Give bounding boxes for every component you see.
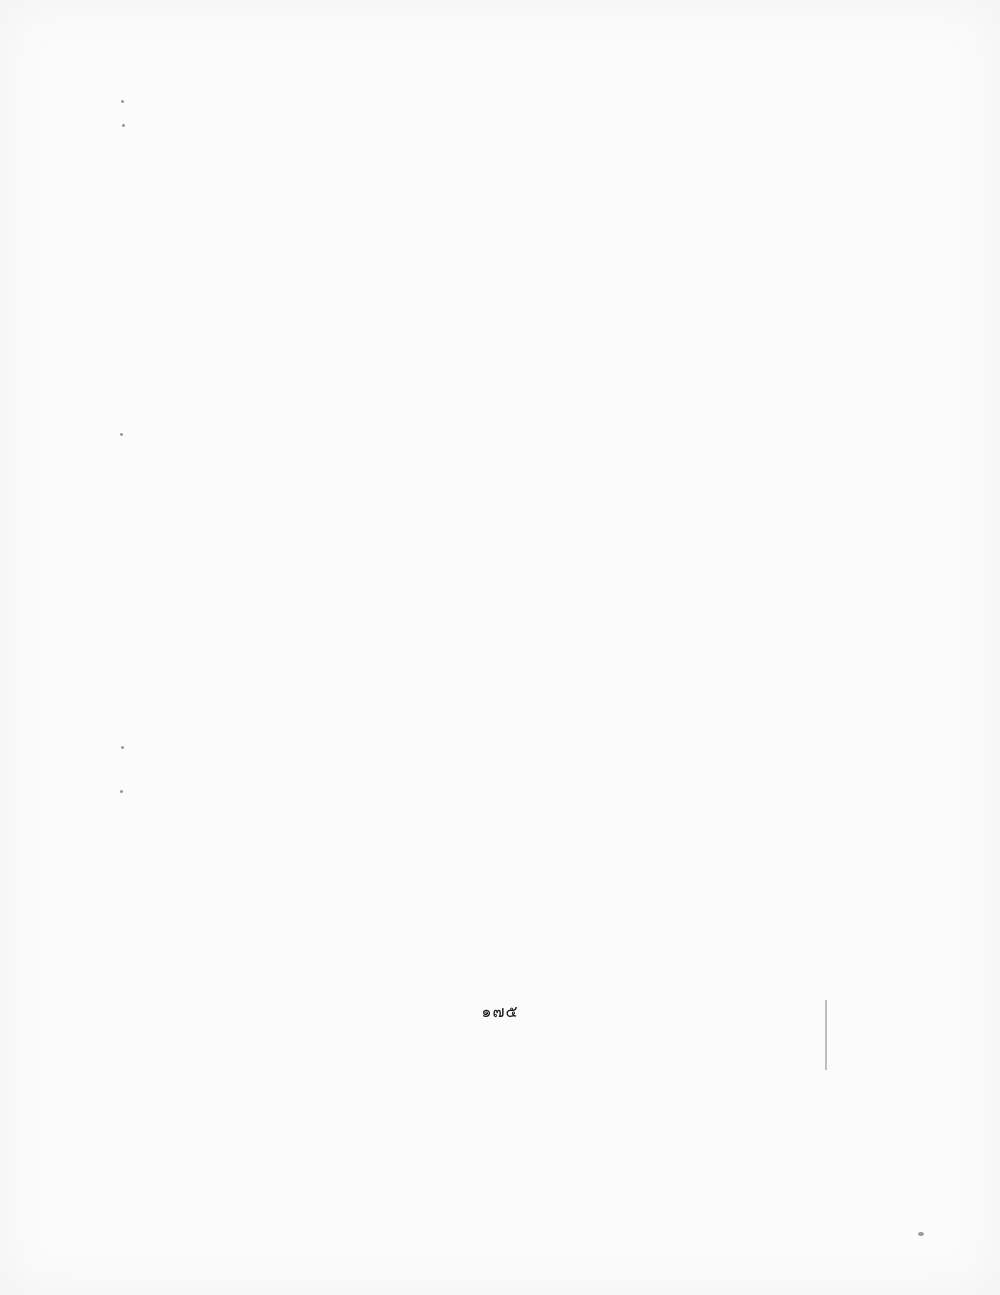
body-text bbox=[232, 190, 804, 196]
scan-speck bbox=[918, 1232, 924, 1236]
scan-speck bbox=[120, 790, 123, 793]
scan-speck bbox=[121, 746, 124, 749]
scan-speck bbox=[120, 433, 123, 436]
scan-speck bbox=[122, 124, 125, 127]
scan-speck bbox=[121, 100, 124, 103]
page-number: ๑๗๕ bbox=[481, 1002, 519, 1021]
